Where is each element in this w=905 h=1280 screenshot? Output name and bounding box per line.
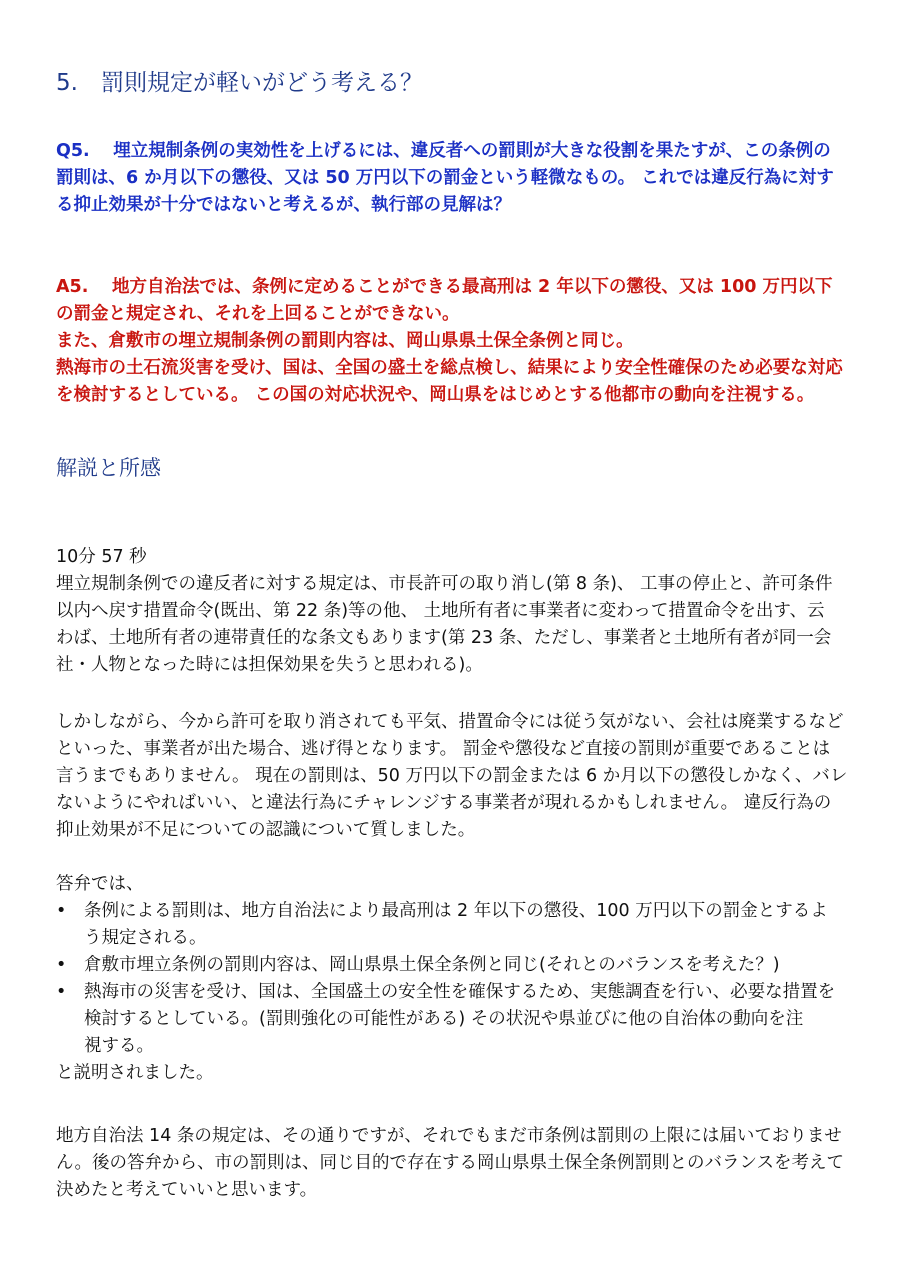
question-line: Q5. 埋立規制条例の実効性を上げるには、違反者への罰則が大きな役割を果たすが、この条例の: [56, 141, 831, 161]
para-line: しかしながら、今から許可を取り消されても平気、措置命令には従う気がない、会社は廃業するなど: [56, 712, 844, 732]
reply-summary: [56, 871, 856, 1087]
para-line: 以内へ戻す措置命令(既出、第 22 条)等の他、 土地所有者に事業者に変わって措置命令を出す、云: [56, 601, 825, 621]
bullet-item: [56, 952, 856, 979]
bullet-icon: •: [56, 955, 67, 975]
section-title: 5. 罰則規定が軽いがどう考える？: [56, 70, 423, 96]
timestamp: 10分 57 秒: [56, 547, 147, 567]
para-line: 抑止効果が不足についての認識について質しました。: [56, 820, 476, 840]
answer-line: また、倉敷市の埋立規制条例の罰則内容は、岡山県県土保全条例と同じ。: [56, 331, 634, 351]
answer-line: A5. 地方自治法では、条例に定めることができる最高刑は 2 年以下の懲役、又は 100 万円以下: [56, 277, 833, 297]
bullet-line: 検討するとしている。(罰則強化の可能性がある) その状況や県並びに他の自治体の動向を注: [84, 1009, 804, 1029]
reply-outro: と説明されました。: [56, 1063, 214, 1083]
para-line: わば、土地所有者の連帯責任的な条文もあります(第 23 条、ただし、事業者と土地所有者が同一会: [56, 628, 832, 648]
commentary-para3: [56, 1123, 856, 1204]
para-line: 埋立規制条例での違反者に対する規定は、市長許可の取り消し(第 8 条)、 工事の停止と、許可条件: [56, 574, 833, 594]
bullet-icon: •: [56, 982, 67, 1002]
commentary-para1: [56, 544, 856, 679]
answer-line: を検討するとしている。 この国の対応状況や、岡山県をはじめとする他都市の動向を注視する。: [56, 385, 815, 405]
bullet-line: 条例による罰則は、地方自治法により最高刑は 2 年以下の懲役、100 万円以下の罰金とするよ: [84, 901, 828, 921]
bullet-line: 視する。: [84, 1036, 154, 1056]
commentary-para2: [56, 709, 856, 844]
question-line: る抑止効果が十分ではないと考えるが、執行部の見解は？: [56, 195, 511, 215]
para-line: 社・人物となった時には担保効果を失うと思われる)。: [56, 655, 483, 675]
bullet-item: [56, 979, 856, 1060]
para-line: ないようにやればいい、と違法行為にチャレンジする事業者が現れるかもしれません。 違反行為の: [56, 793, 832, 813]
bullet-item: [56, 898, 856, 952]
answer-line: 熱海市の土石流災害を受け、国は、全国の盛土を総点検し、結果により安全性確保のため必要な対応: [56, 358, 843, 378]
answer-line: の罰金と規定され、それを上回ることができない。: [56, 304, 460, 324]
commentary-heading: 解説と所感: [56, 456, 161, 480]
bullet-line: 倉敷市埋立条例の罰則内容は、岡山県県土保全条例と同じ(それとのバランスを考えた？): [84, 955, 780, 975]
bullet-line: 熱海市の災害を受け、国は、全国盛土の安全性を確保するため、実態調査を行い、必要な措置を: [84, 982, 836, 1002]
para-line: 地方自治法 14 条の規定は、その通りですが、それでもまだ市条例は罰則の上限には届いておりませ: [56, 1126, 842, 1146]
bullet-line: う規定される。: [84, 928, 207, 948]
reply-intro: 答弁では、: [56, 874, 144, 894]
question-line: 罰則は、6 か月以下の懲役、又は 50 万円以下の罰金という軽微なもの。 これでは違反行為に対す: [56, 168, 834, 188]
para-line: といった、事業者が出た場合、逃げ得となります。 罰金や懲役など直接の罰則が重要であることは: [56, 739, 831, 759]
para-line: 言うまでもありません。 現在の罰則は、50 万円以下の罰金または 6 か月以下の懲役しかなく、バレ: [56, 766, 848, 786]
answer-block: [56, 274, 856, 409]
para-line: ん。後の答弁から、市の罰則は、同じ目的で存在する岡山県県土保全条例罰則とのバランスを考えて: [56, 1153, 845, 1173]
question-block: [56, 138, 856, 219]
bullet-icon: •: [56, 901, 67, 921]
para-line: 決めたと考えていいと思います。: [56, 1180, 318, 1200]
